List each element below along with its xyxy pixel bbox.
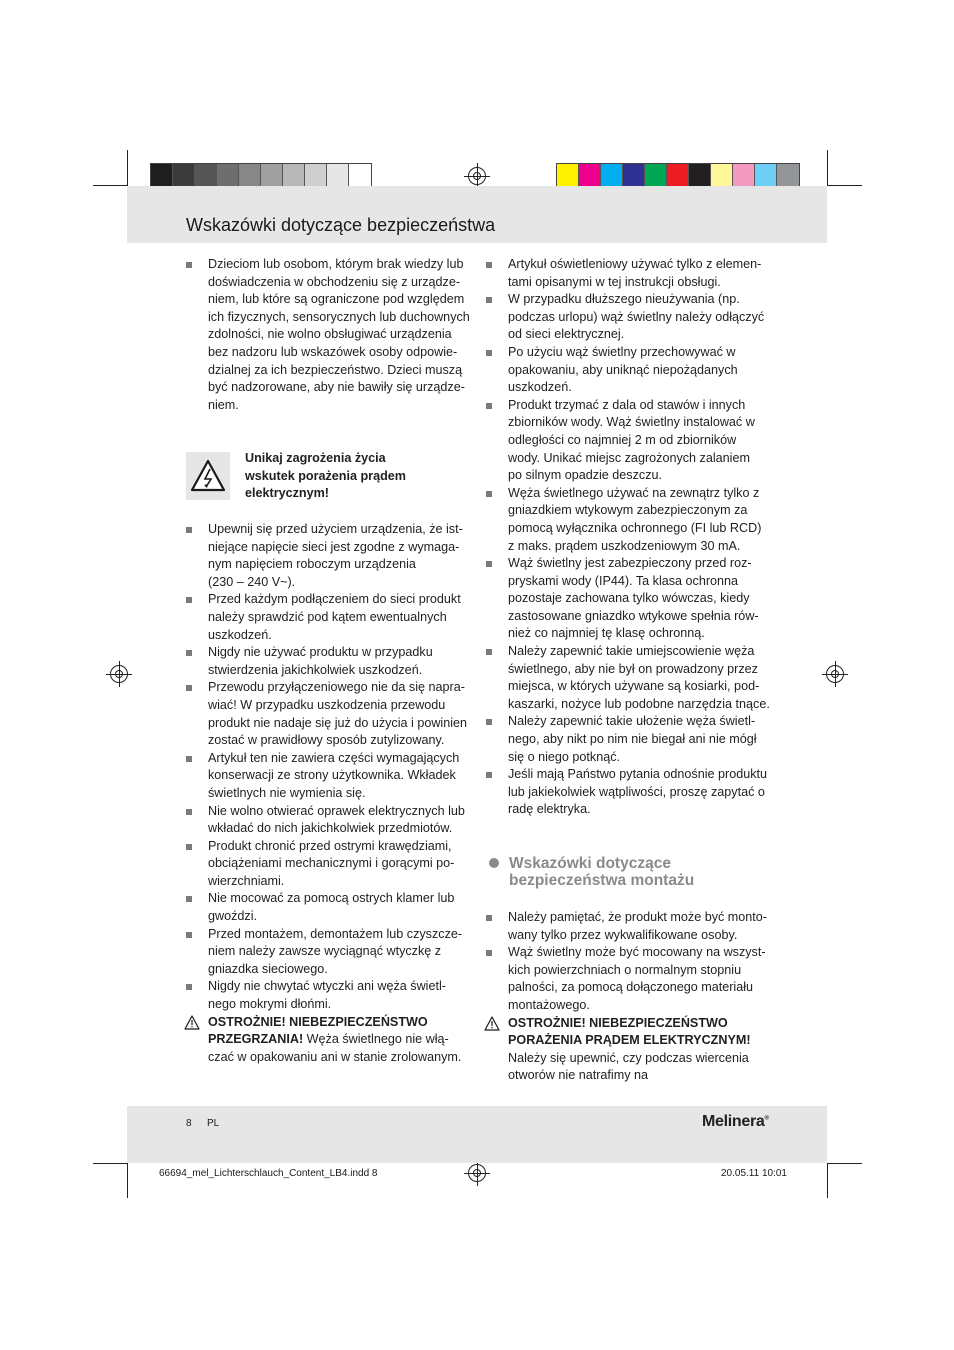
text-line: Wskazówki dotyczące bbox=[509, 855, 671, 872]
electric-warning bbox=[486, 1015, 786, 1085]
text-line: palności, za pomocą dołączonego materiału bbox=[508, 980, 754, 995]
text-line: świetlnego, aby nie był on prowadzony przez bbox=[508, 661, 758, 676]
warning-text: otworów nie natrafimy na bbox=[508, 1068, 648, 1083]
text-line: Dzieciom lub osobom, którym brak wiedzy lub bbox=[208, 257, 464, 271]
text-line: Nigdy nie chwytać wtyczki ani węża świetl- bbox=[208, 979, 446, 994]
right-list bbox=[486, 256, 786, 819]
list-item bbox=[486, 766, 786, 819]
text-line: nież co najmniej tę klasę ochronną. bbox=[508, 626, 705, 641]
text-line: Węża świetlnego używać na zewnątrz tylko z bbox=[508, 485, 760, 500]
text-line: z maks. prądem uszkodzeniowym 30 mA. bbox=[508, 538, 741, 553]
text-line: W przypadku dłuższego nieużywania (np. bbox=[508, 292, 740, 307]
text-line: kaszarki, nożyce lub podobne narzędzia tnące. bbox=[508, 696, 770, 711]
list-item bbox=[486, 344, 786, 397]
brand-logo: Melinera® bbox=[702, 1113, 769, 1130]
color-swatch bbox=[283, 164, 305, 186]
left-list bbox=[186, 521, 476, 1066]
list-item bbox=[486, 944, 786, 1014]
text-line: Artykuł oświetleniowy używać tylko z elemen- bbox=[508, 257, 762, 271]
crop-mark bbox=[93, 185, 128, 186]
list-item bbox=[186, 644, 476, 679]
text-line: tami opisanymi w tej instrukcji obsługi. bbox=[508, 274, 721, 289]
text-line: doświadczenia w obchodzeniu się z urządze- bbox=[208, 274, 461, 289]
text-line: od sieci elektrycznej. bbox=[508, 327, 625, 342]
warning-title: OSTROŻNIE! NIEBEZPIECZEŃSTWO bbox=[208, 1014, 428, 1029]
text-line: miejsca, w których używane są kosiarki, pod- bbox=[508, 679, 760, 694]
text-line: bez nadzoru lub wskazówek osoby odpowie- bbox=[208, 344, 458, 359]
text-line: wskutek porażenia prądem bbox=[245, 468, 406, 483]
text-line: niem należy zawsze wyciągnąć wtyczkę z bbox=[208, 944, 442, 959]
text-line: pryskami wody (IP44). Ta klasa ochronna bbox=[508, 573, 739, 588]
color-swatch bbox=[327, 164, 349, 186]
text-line: ich fizycznych, sensorycznych lub duchownych bbox=[208, 309, 470, 324]
text-line: opakowaniu, aby uniknąć niepożądanych bbox=[508, 362, 738, 377]
text-line: wkładać do nich jakichkolwiek przedmiotów. bbox=[208, 821, 453, 836]
text-line: Jeśli mają Państwo pytania odnośnie produktu bbox=[508, 767, 768, 782]
color-swatch bbox=[579, 164, 601, 186]
warning-triangle-icon bbox=[484, 1016, 500, 1031]
text-line: Należy zapewnić takie ułożenie węża świetl- bbox=[508, 714, 756, 729]
color-bar bbox=[556, 163, 800, 187]
color-swatch bbox=[733, 164, 755, 186]
list-item bbox=[486, 256, 786, 291]
text-line: stwierdzenia jakichkolwiek uszkodzeń. bbox=[208, 662, 423, 677]
list-item bbox=[486, 909, 786, 944]
color-swatch bbox=[151, 164, 173, 186]
brand-name: Melinera bbox=[702, 1113, 765, 1130]
crop-mark bbox=[127, 150, 128, 185]
list-item bbox=[486, 291, 786, 344]
slug-date: 20.05.11 10:01 bbox=[721, 1168, 787, 1179]
color-swatch bbox=[217, 164, 239, 186]
danger-heading bbox=[245, 450, 455, 503]
text-line: wiać! W przypadku uszkodzenia przewodu bbox=[208, 697, 446, 712]
list-item bbox=[486, 555, 786, 643]
text-line: Unikaj zagrożenia życia bbox=[245, 451, 386, 465]
color-swatch bbox=[601, 164, 623, 186]
crop-mark bbox=[827, 150, 828, 185]
text-line: konserwacji ze strony użytkownika. Wkładek bbox=[208, 768, 456, 783]
language-code: PL bbox=[207, 1118, 220, 1129]
color-swatch bbox=[261, 164, 283, 186]
crop-mark bbox=[93, 1163, 128, 1164]
text-line: nym napięciem roboczym urządzenia bbox=[208, 557, 416, 572]
list-item bbox=[186, 591, 476, 644]
list-item bbox=[186, 890, 476, 925]
text-line: pozostaje zachowana tylko wówczas, kiedy bbox=[508, 591, 750, 606]
color-swatch bbox=[305, 164, 327, 186]
warning-text: Węża świetlnego nie włą- bbox=[303, 1032, 449, 1047]
text-line: Nie mocować za pomocą ostrych klamer lub bbox=[208, 891, 455, 906]
left-column bbox=[186, 256, 476, 414]
text-line: Przed każdym podłączeniem do sieci produkt bbox=[208, 592, 461, 607]
color-swatch bbox=[349, 164, 371, 186]
text-line: produkt nie nadaje się już do użycia i powinien bbox=[208, 715, 468, 730]
warning-triangle-icon bbox=[184, 1015, 200, 1030]
text-line: obciążeniami mechanicznymi i gorącymi po- bbox=[208, 856, 455, 871]
text-line: gniazdka sieciowego. bbox=[208, 961, 328, 976]
text-line: po silnym opadzie deszczu. bbox=[508, 468, 663, 483]
text-line: Nie wolno otwierać oprawek elektrycznych lub bbox=[208, 803, 465, 818]
text-line: uszkodzeń. bbox=[208, 627, 272, 642]
crop-mark bbox=[827, 185, 862, 186]
crop-mark bbox=[127, 1163, 128, 1198]
text-line: Wąż świetlny jest zabezpieczony przed roz- bbox=[508, 556, 752, 571]
crop-mark bbox=[827, 1163, 828, 1198]
list-item bbox=[186, 679, 476, 749]
list-item bbox=[486, 643, 786, 713]
text-line: Produkt trzymać z dala od stawów i innych bbox=[508, 397, 746, 412]
warning-text: Należy się upewnić, czy podczas wiercenia bbox=[508, 1050, 749, 1065]
list-item bbox=[486, 397, 786, 485]
right-section-list bbox=[486, 909, 786, 1085]
color-swatch bbox=[755, 164, 777, 186]
text-line: Nigdy nie używać produktu w przypadku bbox=[208, 645, 433, 660]
text-line: niejące napięcie sieci jest zgodne z wymaga- bbox=[208, 539, 460, 554]
text-line: Należy pamiętać, że produkt może być monto- bbox=[508, 910, 767, 924]
section-heading bbox=[509, 855, 694, 889]
text-line: nego, aby nikt po nim nie biegał ani nie mógł bbox=[508, 732, 757, 747]
registration-mark-icon bbox=[468, 1164, 486, 1182]
text-line: zbiorników wody. Wąż świetlny instalować w bbox=[508, 415, 755, 430]
electric-hazard-icon bbox=[186, 452, 230, 500]
text-line: (230 – 240 V~). bbox=[208, 574, 296, 589]
text-line: wody. Unikać miejsc zagrożonych zalaniem bbox=[508, 450, 750, 465]
color-swatch bbox=[711, 164, 733, 186]
color-swatch bbox=[777, 164, 799, 186]
text-line: montażowego. bbox=[508, 997, 590, 1012]
text-line: odległości co najmniej 2 m od zbiorników bbox=[508, 432, 737, 447]
text-line: dzialnej za ich bezpieczeństwo. Dzieci muszą bbox=[208, 362, 463, 377]
text-line: być nadzorowane, aby nie bawiły się urządze- bbox=[208, 380, 465, 395]
text-line: kich powierzchniach o normalnym stopniu bbox=[508, 962, 742, 977]
page-title: Wskazówki dotyczące bezpieczeństwa bbox=[186, 215, 496, 235]
list-item bbox=[186, 926, 476, 979]
color-swatch bbox=[645, 164, 667, 186]
color-swatch bbox=[195, 164, 217, 186]
text-line: radę elektryka. bbox=[508, 802, 591, 817]
color-swatch bbox=[623, 164, 645, 186]
warning-title: PORAŻENIA PRĄDEM ELEKTRYCZNYM! bbox=[508, 1033, 751, 1048]
text-line: niem, lub które są ograniczone pod względem bbox=[208, 292, 465, 307]
text-line: Upewnij się przed użyciem urządzenia, że ist- bbox=[208, 522, 463, 536]
text-line: świetlnych nie wymienia się. bbox=[208, 785, 366, 800]
text-line: zastosowane gniazdko wtykowe spełnia rów- bbox=[508, 608, 759, 623]
list-item bbox=[186, 978, 476, 1013]
list-item bbox=[486, 713, 786, 766]
text-line: uszkodzeń. bbox=[508, 380, 572, 395]
text-line: gwoździ. bbox=[208, 909, 257, 924]
text-line: zostać w prawidłowy sposób zutylizowany. bbox=[208, 733, 445, 748]
registration-mark-icon bbox=[110, 665, 128, 683]
text-line: Przewodu przyłączeniowego nie da się napra- bbox=[208, 680, 465, 695]
color-swatch bbox=[667, 164, 689, 186]
text-line: należy sprawdzić pod kątem ewentualnych bbox=[208, 609, 447, 624]
color-swatch bbox=[173, 164, 195, 186]
list-item bbox=[186, 750, 476, 803]
text-line: Artykuł ten nie zawiera części wymagających bbox=[208, 750, 460, 765]
list-item bbox=[186, 838, 476, 891]
grayscale-bar bbox=[150, 163, 372, 187]
color-swatch bbox=[239, 164, 261, 186]
registration-mark-icon bbox=[826, 665, 844, 683]
text-line: Produkt chronić przed ostrymi krawędziami, bbox=[208, 838, 452, 853]
color-swatch bbox=[689, 164, 711, 186]
danger-icon-box bbox=[186, 452, 230, 500]
text-line: wierzchniami. bbox=[208, 873, 285, 888]
slug-file: 66694_mel_Lichterschlauch_Content_LB4.indd 8 bbox=[159, 1168, 378, 1179]
text-line: Po użyciu wąż świetlny przechowywać w bbox=[508, 344, 736, 359]
text-line: bezpieczeństwa montażu bbox=[509, 872, 695, 889]
list-item bbox=[186, 803, 476, 838]
text-line: wany tylko przez wykwalifikowane osoby. bbox=[508, 927, 738, 942]
text-line: Przed montażem, demontażem lub czyszcze- bbox=[208, 926, 463, 941]
list-item bbox=[486, 485, 786, 555]
text-line: elektrycznym! bbox=[245, 486, 329, 501]
text-line: gniazdkiem wtykowym zabezpieczonym za bbox=[508, 503, 748, 518]
warning-text: czać w opakowaniu ani w stanie zrolowanym. bbox=[208, 1049, 462, 1064]
text-line: podczas urlopu) wąż świetlny należy odłączyć bbox=[508, 309, 765, 324]
list-item bbox=[186, 521, 476, 591]
section-bullet-icon bbox=[489, 858, 499, 868]
text-line: się o niego potknąć. bbox=[508, 749, 621, 764]
warning-title: OSTROŻNIE! NIEBEZPIECZEŃSTWO bbox=[508, 1015, 728, 1030]
text-line: niem. bbox=[208, 397, 239, 412]
color-swatch bbox=[557, 164, 579, 186]
warning-title: PRZEGRZANIA! bbox=[208, 1032, 304, 1047]
text-line: lub jakiekolwiek wątpliwości, proszę zapytać o bbox=[508, 784, 765, 799]
text-line: zdolności, nie wolno obsługiwać urządzenia bbox=[208, 327, 452, 342]
page-number: 8 bbox=[186, 1118, 192, 1129]
overheat-warning bbox=[186, 1014, 476, 1067]
crop-mark bbox=[827, 1163, 862, 1164]
text-line: pomocą wyłącznika ochronnego (FI lub RCD) bbox=[508, 520, 762, 535]
text-line: nego mokrymi dłońmi. bbox=[208, 997, 332, 1012]
text-line: Należy zapewnić takie umiejscowienie węża bbox=[508, 644, 755, 659]
registration-mark-icon bbox=[468, 167, 486, 185]
text-line: Wąż świetlny może być mocowany na wszyst- bbox=[508, 945, 766, 960]
list-item bbox=[186, 256, 476, 414]
